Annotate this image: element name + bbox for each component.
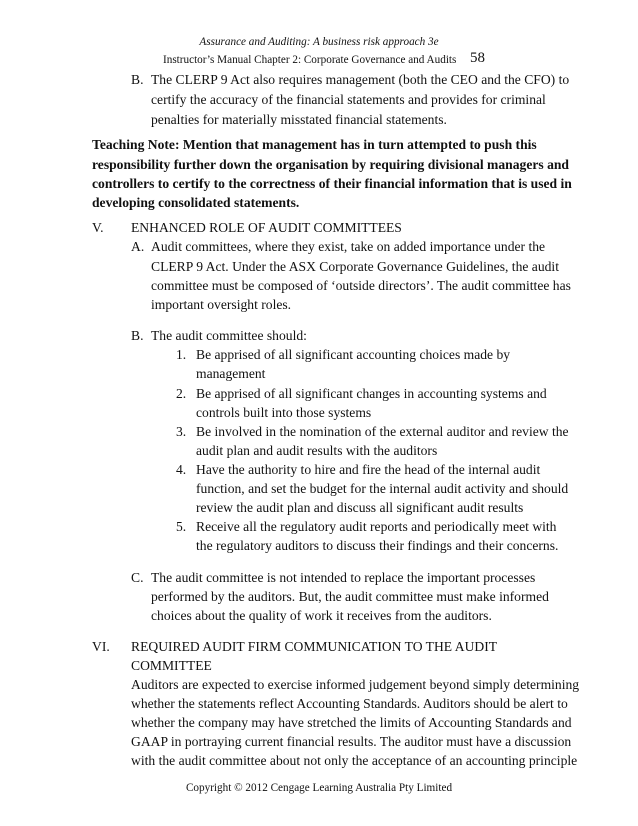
item-c-line: choices about the quality of work it receives from the auditors. xyxy=(151,608,492,623)
subitem-line: Have the authority to hire and fire the head of the internal audit xyxy=(196,462,541,477)
section-heading: ENHANCED ROLE OF AUDIT COMMITTEES xyxy=(131,220,402,235)
item-label: B. xyxy=(131,328,144,343)
subitem-number: 2. xyxy=(176,386,187,401)
teaching-note-line: controllers to certify to the correctness of their financial information that is used in xyxy=(92,176,572,191)
subitem-line: controls built into those systems xyxy=(196,405,372,420)
subitem-number: 1. xyxy=(176,347,187,362)
item-a-line: CLERP 9 Act. Under the ASX Corporate Governance Guidelines, the audit xyxy=(151,259,559,274)
item-label: B. xyxy=(131,72,144,87)
item-c-line: performed by the auditors. But, the audit committee must make informed xyxy=(151,589,549,604)
body-line: with the audit committee about not only the acceptance of an accounting principle xyxy=(131,753,578,768)
body-line: whether the statements reflect Accounting Standards. Auditors should be alert to xyxy=(131,696,568,711)
section-heading: COMMITTEE xyxy=(131,658,212,673)
subitem-line: Be involved in the nomination of the external auditor and review the xyxy=(196,424,569,439)
section-numeral: VI. xyxy=(92,639,110,654)
subitem-line: Receive all the regulatory audit reports and periodically meet with xyxy=(196,519,557,534)
item-c-line: The audit committee is not intended to replace the important processes xyxy=(151,570,536,585)
clerp-line: penalties for materially misstated financial statements. xyxy=(151,112,447,127)
item-label: C. xyxy=(131,570,144,585)
body-line: GAAP in portraying current financial results. The auditor must have a discussion xyxy=(131,734,572,749)
item-a-line: committee must be composed of ‘outside directors’. The audit committee has xyxy=(151,278,571,293)
subitem-number: 3. xyxy=(176,424,187,439)
subitem-line: the regulatory auditors to discuss their findings and their concerns. xyxy=(196,538,559,553)
subitem-line: Be apprised of all significant accounting choices made by xyxy=(196,347,511,362)
body-line: whether the company may have stretched the limits of Accounting Standards and xyxy=(131,715,572,730)
subitem-line: review the audit plan and discuss all significant audit results xyxy=(196,500,524,515)
item-a-line: Audit committees, where they exist, take on added importance under the xyxy=(151,239,546,254)
item-b-intro: The audit committee should: xyxy=(151,328,307,343)
clerp-line: The CLERP 9 Act also requires management (both the CEO and the CFO) to xyxy=(151,72,570,87)
subitem-line: management xyxy=(196,366,266,381)
item-a-line: important oversight roles. xyxy=(151,297,292,312)
running-header-title: Assurance and Auditing: A business risk approach 3e xyxy=(199,36,439,48)
item-label: A. xyxy=(131,239,145,254)
running-header-subtitle: Instructor’s Manual Chapter 2: Corporate Governance and Audits xyxy=(163,54,457,66)
teaching-note-line: responsibility further down the organisation by requiring divisional managers and xyxy=(92,157,569,172)
section-heading: REQUIRED AUDIT FIRM COMMUNICATION TO THE AUDIT xyxy=(131,639,498,654)
teaching-note-line: developing consolidated statements. xyxy=(92,195,300,210)
footer-copyright: Copyright © 2012 Cengage Learning Australia Pty Limited xyxy=(185,782,453,794)
teaching-note-line: Teaching Note: Mention that management has in turn attempted to push this xyxy=(92,137,537,152)
subitem-line: function, and set the budget for the internal audit activity and should xyxy=(196,481,569,496)
clerp-line: certify the accuracy of the financial statements and provides for criminal xyxy=(151,92,546,107)
subitem-number: 4. xyxy=(176,462,187,477)
body-line: Auditors are expected to exercise informed judgement beyond simply determining xyxy=(131,677,580,692)
section-numeral: V. xyxy=(92,220,104,235)
page-number: 58 xyxy=(470,50,485,66)
subitem-line: audit plan and audit results with the auditors xyxy=(196,443,438,458)
subitem-line: Be apprised of all significant changes in accounting systems and xyxy=(196,386,547,401)
subitem-number: 5. xyxy=(176,519,187,534)
